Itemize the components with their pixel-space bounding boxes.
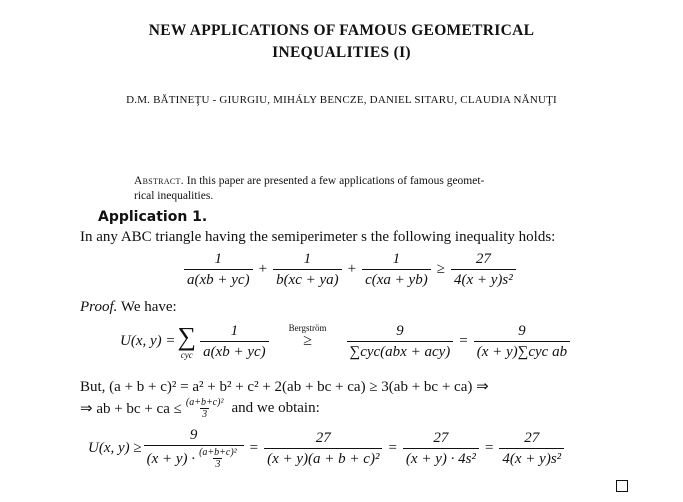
implies-frac-den: 3 [202, 409, 208, 420]
eq1-frac-3-den: (x + y)∑cyc ab [474, 341, 570, 361]
ineq-term-3 [362, 250, 431, 289]
paper-title-line-1: NEW APPLICATIONS OF FAMOUS GEOMETRICAL [148, 22, 535, 39]
sum-symbol: ∑ cyc [177, 321, 197, 360]
eq2-frac-4-den: 4(x + y)s² [499, 448, 564, 468]
implies-text-a: ⇒ ab + bc + ca ≤ [80, 401, 182, 417]
eq2-frac-4 [499, 429, 564, 468]
ineq-rhs-num: 27 [475, 251, 491, 267]
eq2-frac-3-den: (x + y) · 4s² [403, 448, 479, 468]
ineq-term-3-num: 1 [392, 251, 401, 267]
eq1-frac-2-den: ∑cyc(abx + acy) [347, 341, 454, 361]
eq2-frac-1-den-frac-den: 3 [215, 459, 221, 470]
abstract [134, 174, 574, 204]
eq2-frac-3 [403, 429, 479, 468]
ineq-term-1 [184, 250, 253, 289]
eq1-frac-1 [200, 322, 269, 361]
qed-square-icon [616, 480, 628, 492]
eq1-frac-1-den: a(xb + yc) [200, 341, 269, 361]
paper-title-line-2: INEQUALITIES (I) [272, 44, 411, 61]
ineq-term-3-den: c(xa + yb) [362, 269, 431, 289]
ineq-rhs-den: 4(x + y)s² [451, 269, 516, 289]
main-inequality: $\frac{1}{a(xb + yc)}$ + $\frac{1}{b(xc + ya)}$ + $\frac{1}{c(xa + yb)}$ ≥ $\frac{27}{\text{4(x + y)s²}}$ [182, 250, 518, 289]
ineq-term-1-den: a(xb + yc) [184, 269, 253, 289]
proof-but-line: But, (a + b + c)² = a² + b² + c² + 2(ab + bc + ca) ≥ 3(ab + bc + ca) ⇒ [80, 379, 489, 395]
proof-intro-line [80, 299, 177, 316]
eq2-frac-1-den-a: (x + y) · [146, 450, 196, 467]
eq1-frac-2-num: 9 [396, 323, 404, 339]
application-statement: In any ABC triangle having the semiperimeter s the following inequality holds: [80, 229, 556, 245]
proof-equation-2: U(x, y) ≥ 9 (x + y) · $\frac{\text{(a+b+c)²}}{3}$ = $\frac{27}{\text{(x + y)(a + b + c)²}}$ = $\frac{27}{\text{(x + y) · 4s²}}$ = $\frac{27}{\text{4(x + y)s²}}$ [88, 426, 566, 470]
implies-text-b: and we obtain: [231, 400, 320, 416]
eq2-frac-1-den-frac-num: (a+b+c)² [199, 447, 237, 458]
abstract-line-2: rical inequalities. [134, 190, 214, 202]
application-heading: Application 1. [98, 209, 208, 225]
eq2-frac-1-den [144, 445, 244, 470]
ineq-term-2-num: 1 [303, 251, 312, 267]
eq2-frac-4-num: 27 [524, 429, 540, 446]
implies-frac-num: (a+b+c)² [185, 397, 224, 408]
eq2-frac-2-num: 27 [315, 429, 331, 446]
proof-equation-1: U(x, y) = ∑ cyc $\frac{1}{a(xb + yc)}$ Bergström ≥ $\frac{9}{\text{∑cyc(abx + acy)}}$ = $\frac{9}{\text{(x + y)∑cyc ab}}$ [120, 322, 572, 361]
eq2-frac-2 [264, 429, 382, 468]
paper-authors: D.M. BĂTINEŢU - GIURGIU, MIHÁLY BENCZE, DANIEL SITARU, CLAUDIA NĂNUŢI [126, 94, 557, 106]
eq1-lhs: U(x, y) = [120, 333, 176, 349]
proof-label: Proof. [80, 299, 118, 315]
ineq-term-1-num: 1 [214, 251, 223, 267]
ineq-rhs [451, 250, 516, 289]
ineq-term-2 [273, 250, 342, 289]
eq1-frac-3 [474, 322, 570, 361]
bergstrom-label: Bergström [288, 322, 327, 333]
eq1-frac-1-num: 1 [230, 323, 239, 339]
proof-implies-line [80, 397, 320, 420]
eq2-frac-1 [144, 426, 244, 470]
proof-intro: We have: [120, 299, 177, 315]
eq2-frac-3-num: 27 [433, 429, 449, 446]
abstract-line-1: In this paper are presented a few applications of famous geomet- [186, 175, 485, 187]
abstract-label: Abstract. [134, 175, 184, 187]
eq2-lhs: U(x, y) ≥ [88, 439, 142, 456]
sum-subscript: cyc [180, 349, 193, 360]
eq2-frac-1-num: 9 [189, 427, 198, 443]
bergstrom-geq: Bergström ≥ [288, 322, 327, 349]
eq1-frac-3-num: 9 [518, 323, 526, 339]
eq1-frac-2 [347, 322, 454, 361]
eq2-frac-2-den: (x + y)(a + b + c)² [264, 448, 382, 468]
implies-frac [184, 397, 226, 420]
eq2-frac-1-den-frac [197, 447, 239, 470]
ineq-term-2-den: b(xc + ya) [273, 269, 342, 289]
